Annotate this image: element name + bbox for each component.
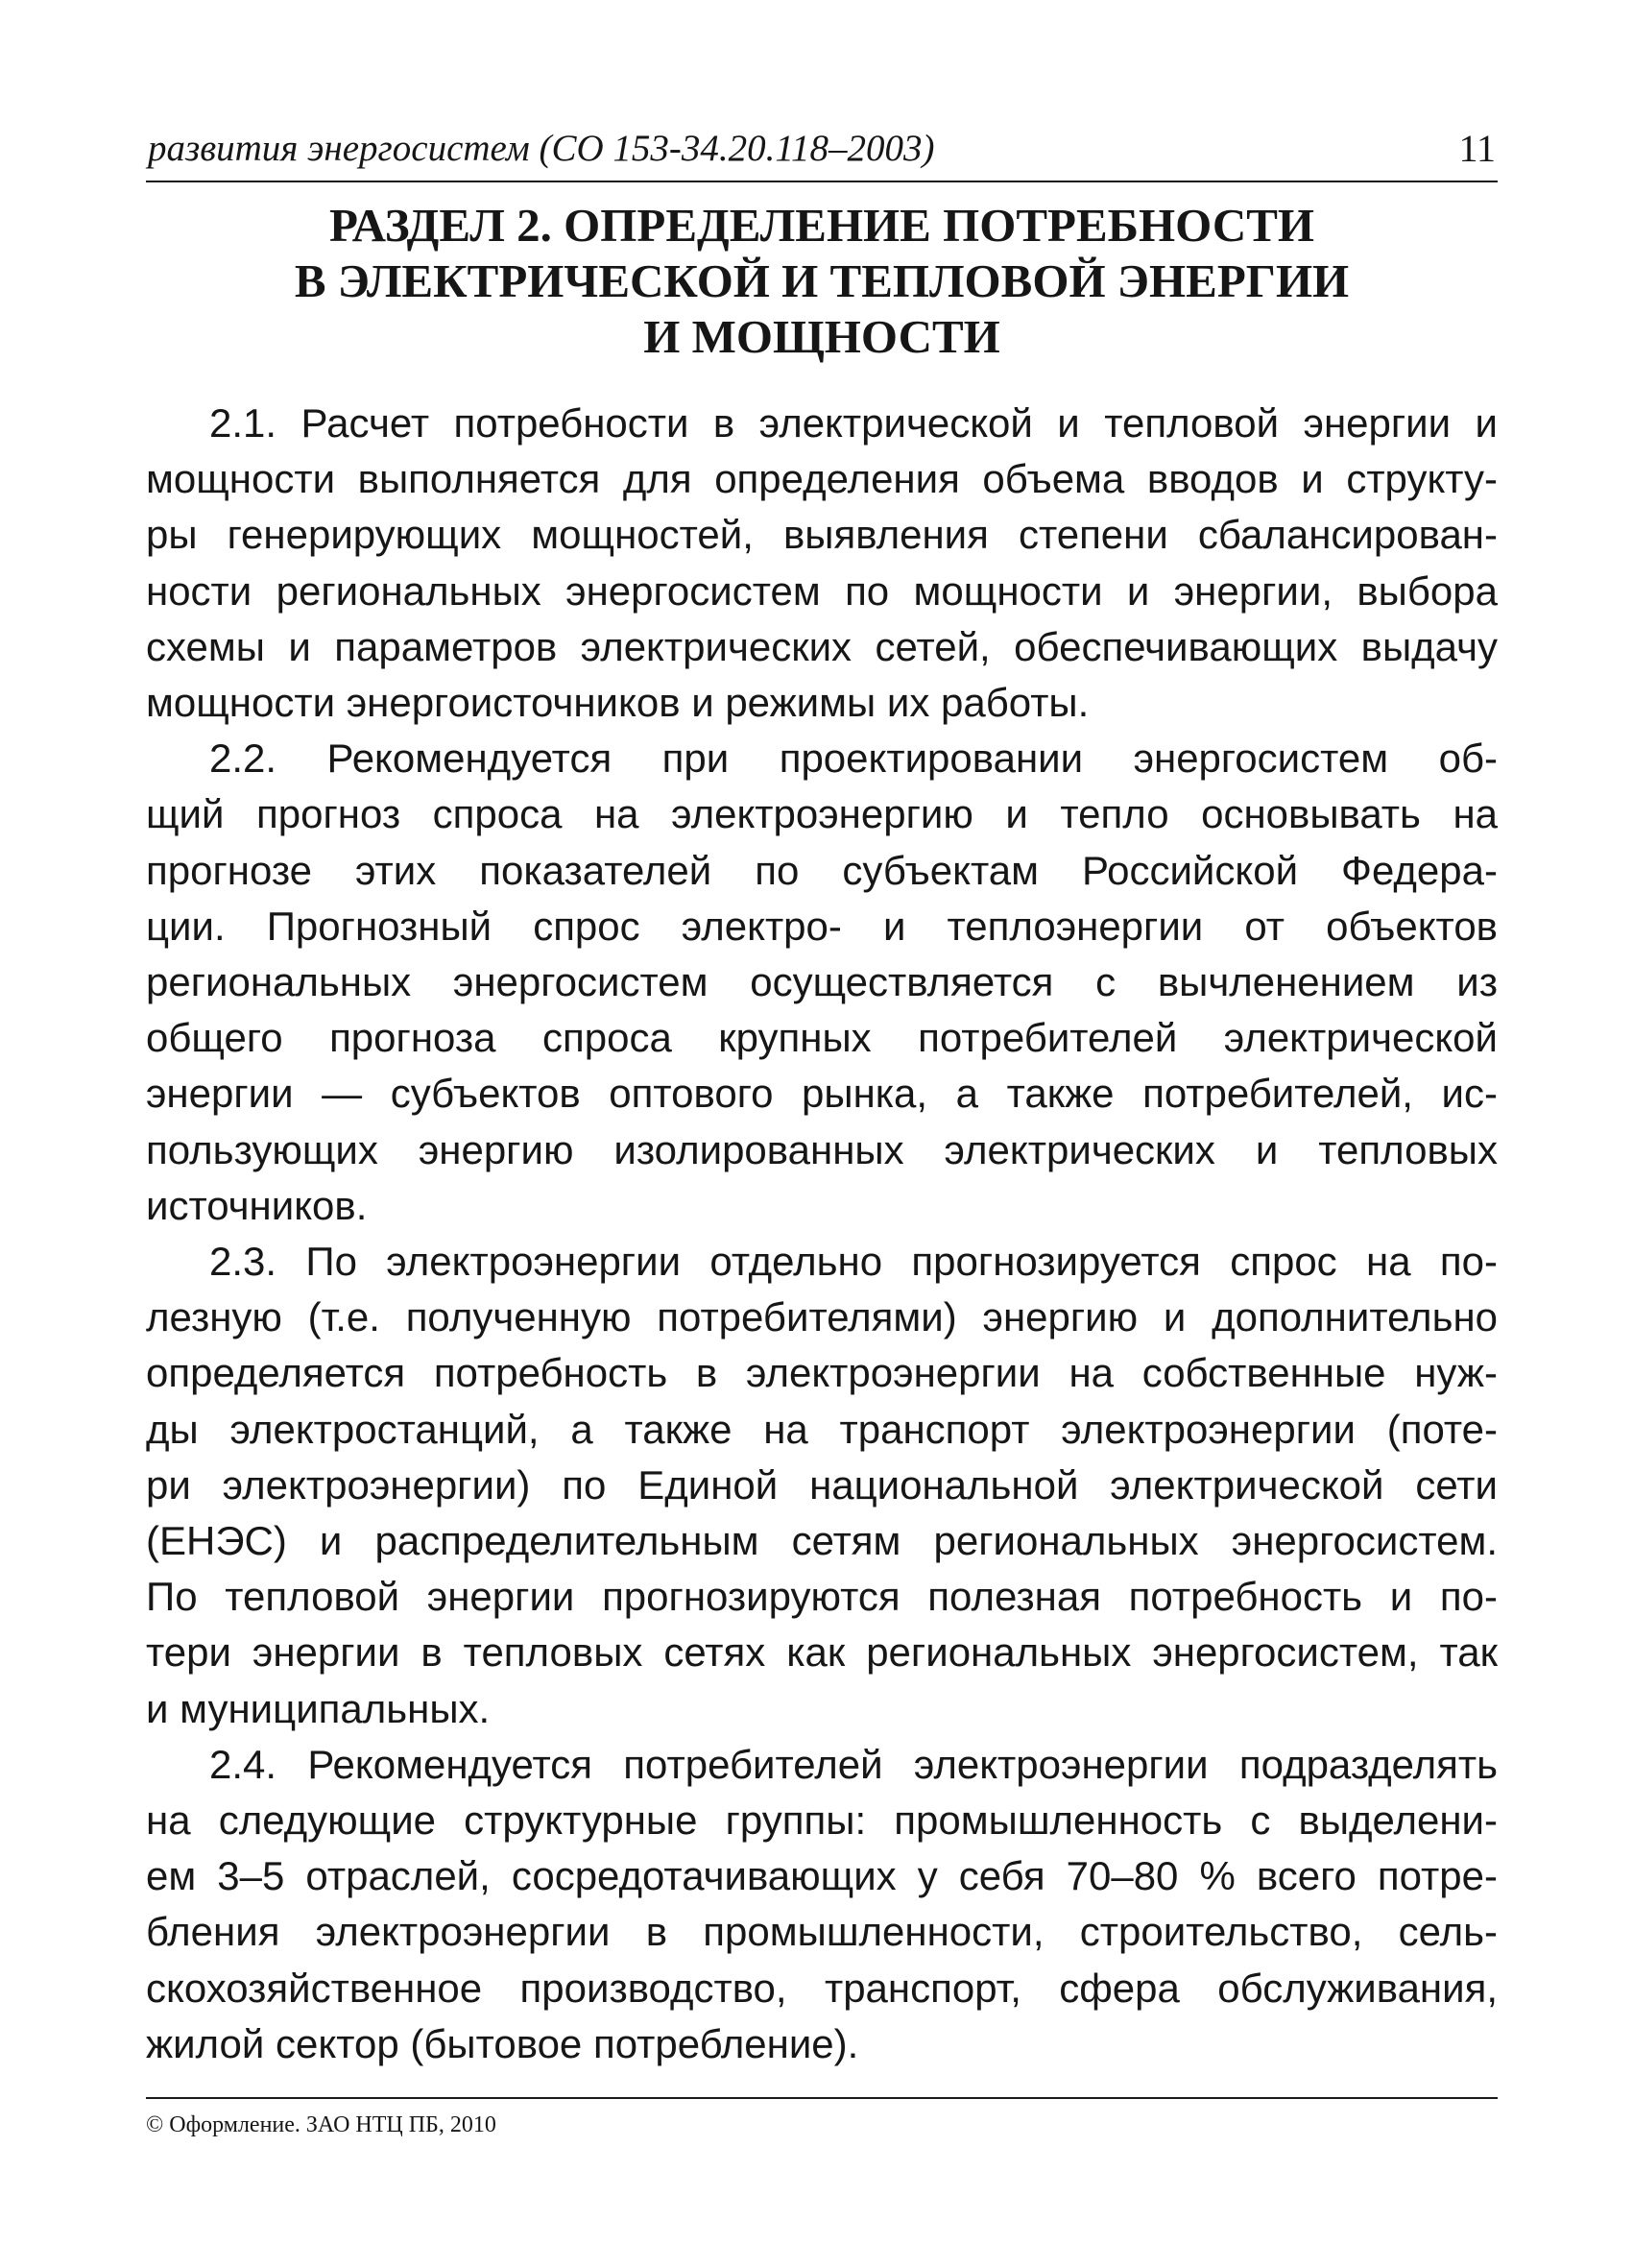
footer-copyright: © Оформление. ЗАО НТЦ ПБ, 2010 <box>146 2112 496 2137</box>
section-heading-line: РАЗДЕЛ 2. ОПРЕДЕЛЕНИЕ ПОТРЕБНОСТИ <box>328 199 1315 252</box>
text-line: ции. Прогнозный спрос электро- и теплоэнергии от объектов <box>146 903 1498 949</box>
text-line: лезную (т.е. полученную потребителями) энергию и дополнительно <box>146 1294 1498 1340</box>
text-line: ри электроэнергии) по Единой национальной электрической сети <box>146 1461 1498 1508</box>
text-line: прогнозе этих показателей по субъектам Российской Федера- <box>146 847 1498 893</box>
page-number: 11 <box>1458 127 1496 170</box>
text-line: общего прогноза спроса крупных потребителей электрической <box>146 1015 1498 1061</box>
paragraph-2-4 <box>146 1737 1498 2072</box>
text-line: 2.3. По электроэнергии отдельно прогнозируется спрос на по- <box>209 1239 1498 1285</box>
text-line: бления электроэнергии в промышленности, строительство, сель- <box>146 1909 1498 1955</box>
text-line: ности региональных энергосистем по мощности и энергии, выбора <box>146 567 1498 614</box>
paragraph-2-2 <box>146 731 1498 1234</box>
text-line: По тепловой энергии прогнозируются полезная потребность и по- <box>146 1574 1498 1620</box>
section-heading-line: И МОЩНОСТИ <box>643 310 1000 363</box>
section-heading-line: В ЭЛЕКТРИЧЕСКОЙ И ТЕПЛОВОЙ ЭНЕРГИИ <box>294 254 1350 307</box>
text-line: скохозяйственное производство, транспорт, сфера обслуживания, <box>146 1965 1498 2011</box>
text-line: 2.4. Рекомендуется потребителей электроэнергии подразделять <box>209 1741 1498 1787</box>
paragraph-2-1 <box>146 396 1498 731</box>
text-line: тери энергии в тепловых сетях как региональных энергосистем, так <box>146 1629 1498 1676</box>
paragraph-2-3 <box>146 1234 1498 1737</box>
text-line: пользующих энергию изолированных электрических и тепловых <box>146 1126 1498 1172</box>
text-line: 2.1. Расчет потребности в электрической и тепловой энергии и <box>209 400 1498 446</box>
text-line: и муниципальных. <box>146 1685 491 1731</box>
text-line: жилой сектор (бытовое потребление). <box>146 2020 859 2066</box>
text-line: мощности выполняется для определения объема вводов и структу- <box>146 456 1498 502</box>
text-line: определяется потребность в электроэнергии на собственные нуж- <box>146 1350 1498 1396</box>
running-header <box>146 123 1498 182</box>
text-line: щий прогноз спроса на электроэнергию и тепло основывать на <box>146 791 1498 837</box>
running-title: развития энергосистем (СО 153-34.20.118–2003) <box>148 128 935 169</box>
text-line: ем 3–5 отраслей, сосредотачивающих у себя 70–80 % всего потре- <box>146 1853 1498 1899</box>
text-line: 2.2. Рекомендуется при проектировании энергосистем об- <box>209 736 1498 782</box>
text-line: ды электростанций, а также на транспорт электроэнергии (поте- <box>146 1406 1498 1452</box>
text-line: мощности энергоисточников и режимы их работы. <box>146 680 1090 726</box>
text-line: ры генерирующих мощностей, выявления степени сбалансирован- <box>146 512 1498 558</box>
text-line: (ЕНЭС) и распределительным сетям региональных энергосистем. <box>146 1518 1498 1564</box>
text-line: схемы и параметров электрических сетей, обеспечивающих выдачу <box>146 623 1498 669</box>
section-heading <box>146 198 1498 365</box>
text-line: на следующие структурные группы: промышленность с выделени- <box>146 1798 1498 1844</box>
body-text <box>146 396 1498 2072</box>
text-line: источников. <box>146 1182 368 1228</box>
footer-divider <box>146 2097 1498 2099</box>
text-line: энергии — субъектов оптового рынка, а также потребителей, ис- <box>146 1071 1498 1117</box>
text-line: региональных энергосистем осуществляется с вычленением из <box>146 959 1498 1005</box>
